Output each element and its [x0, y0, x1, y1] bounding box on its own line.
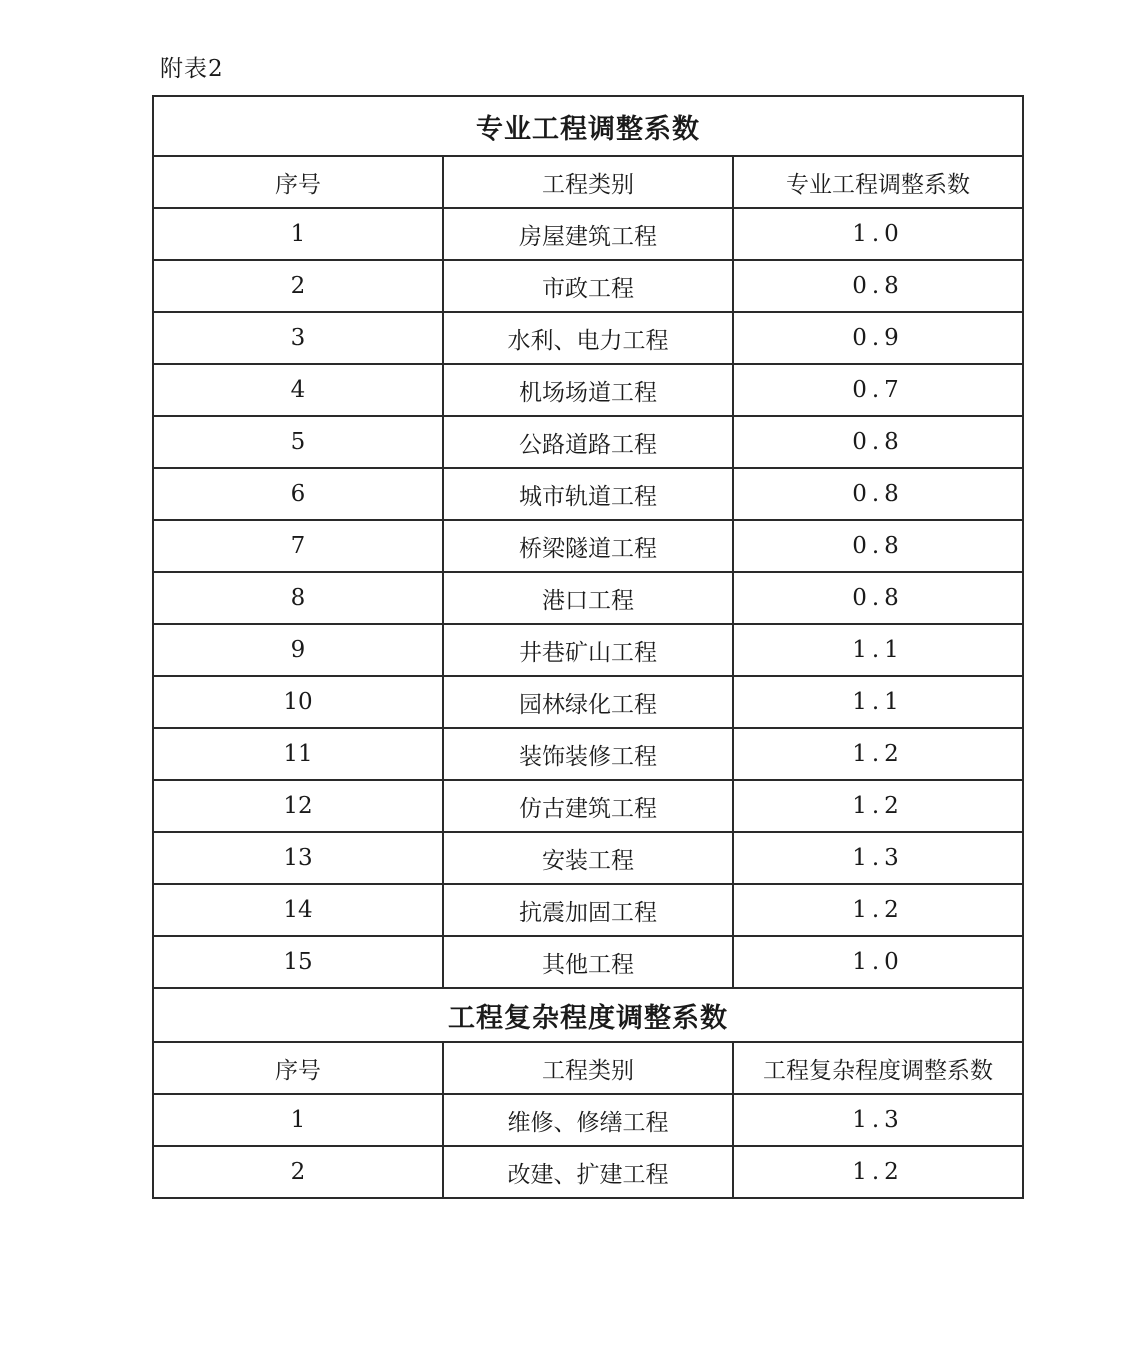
- table-row: [153, 208, 1023, 260]
- header-category: 工程类别: [443, 156, 733, 208]
- row-category: 城市轨道工程: [443, 468, 733, 520]
- row-category: 装饰装修工程: [443, 728, 733, 780]
- row-category: 其他工程: [443, 936, 733, 988]
- row-no: 10: [153, 676, 443, 728]
- row-coefficient: 0.8: [733, 572, 1023, 624]
- table-row: [153, 312, 1023, 364]
- coefficient-table: [152, 95, 1024, 1199]
- row-no: 1: [153, 208, 443, 260]
- row-no: 8: [153, 572, 443, 624]
- section2-title-row: [153, 988, 1023, 1042]
- row-coefficient: 1.2: [733, 728, 1023, 780]
- table-row: [153, 884, 1023, 936]
- table-row: [153, 676, 1023, 728]
- row-no: 7: [153, 520, 443, 572]
- row-coefficient: 0.9: [733, 312, 1023, 364]
- table-row: [153, 364, 1023, 416]
- row-category: 公路道路工程: [443, 416, 733, 468]
- row-coefficient: 1.1: [733, 624, 1023, 676]
- row-coefficient: 0.8: [733, 520, 1023, 572]
- row-no: 5: [153, 416, 443, 468]
- table-row: [153, 728, 1023, 780]
- table-row: [153, 780, 1023, 832]
- row-category: 水利、电力工程: [443, 312, 733, 364]
- row-category: 改建、扩建工程: [443, 1146, 733, 1198]
- table-row: [153, 624, 1023, 676]
- row-category: 仿古建筑工程: [443, 780, 733, 832]
- row-category: 机场场道工程: [443, 364, 733, 416]
- row-no: 9: [153, 624, 443, 676]
- header-coefficient: 工程复杂程度调整系数: [733, 1042, 1023, 1094]
- row-no: 2: [153, 260, 443, 312]
- row-no: 3: [153, 312, 443, 364]
- row-category: 市政工程: [443, 260, 733, 312]
- row-coefficient: 1.3: [733, 1094, 1023, 1146]
- row-category: 港口工程: [443, 572, 733, 624]
- section1-title: 专业工程调整系数: [153, 96, 1023, 156]
- row-category: 房屋建筑工程: [443, 208, 733, 260]
- row-category: 井巷矿山工程: [443, 624, 733, 676]
- row-no: 2: [153, 1146, 443, 1198]
- row-no: 11: [153, 728, 443, 780]
- table-row: [153, 416, 1023, 468]
- row-category: 桥梁隧道工程: [443, 520, 733, 572]
- row-coefficient: 1.2: [733, 780, 1023, 832]
- row-no: 6: [153, 468, 443, 520]
- section1-title-row: [153, 96, 1023, 156]
- row-category: 维修、修缮工程: [443, 1094, 733, 1146]
- table-row: [153, 1146, 1023, 1198]
- table-row: [153, 468, 1023, 520]
- table-row: [153, 936, 1023, 988]
- row-no: 15: [153, 936, 443, 988]
- section1-header-row: [153, 156, 1023, 208]
- header-no: 序号: [153, 156, 443, 208]
- header-category: 工程类别: [443, 1042, 733, 1094]
- row-no: 1: [153, 1094, 443, 1146]
- row-category: 安装工程: [443, 832, 733, 884]
- row-coefficient: 1.2: [733, 1146, 1023, 1198]
- row-no: 12: [153, 780, 443, 832]
- row-no: 14: [153, 884, 443, 936]
- row-coefficient: 0.7: [733, 364, 1023, 416]
- row-category: 园林绿化工程: [443, 676, 733, 728]
- table-row: [153, 572, 1023, 624]
- row-coefficient: 1.2: [733, 884, 1023, 936]
- row-no: 4: [153, 364, 443, 416]
- section2-title: 工程复杂程度调整系数: [153, 988, 1023, 1042]
- table-row: [153, 260, 1023, 312]
- table-row: [153, 520, 1023, 572]
- header-no: 序号: [153, 1042, 443, 1094]
- row-coefficient: 0.8: [733, 260, 1023, 312]
- row-coefficient: 1.3: [733, 832, 1023, 884]
- row-coefficient: 0.8: [733, 468, 1023, 520]
- header-coefficient: 专业工程调整系数: [733, 156, 1023, 208]
- row-coefficient: 1.0: [733, 936, 1023, 988]
- row-category: 抗震加固工程: [443, 884, 733, 936]
- table-row: [153, 832, 1023, 884]
- row-coefficient: 0.8: [733, 416, 1023, 468]
- row-coefficient: 1.0: [733, 208, 1023, 260]
- row-coefficient: 1.1: [733, 676, 1023, 728]
- table-row: [153, 1094, 1023, 1146]
- section2-header-row: [153, 1042, 1023, 1094]
- attachment-label: 附表2: [160, 56, 224, 82]
- row-no: 13: [153, 832, 443, 884]
